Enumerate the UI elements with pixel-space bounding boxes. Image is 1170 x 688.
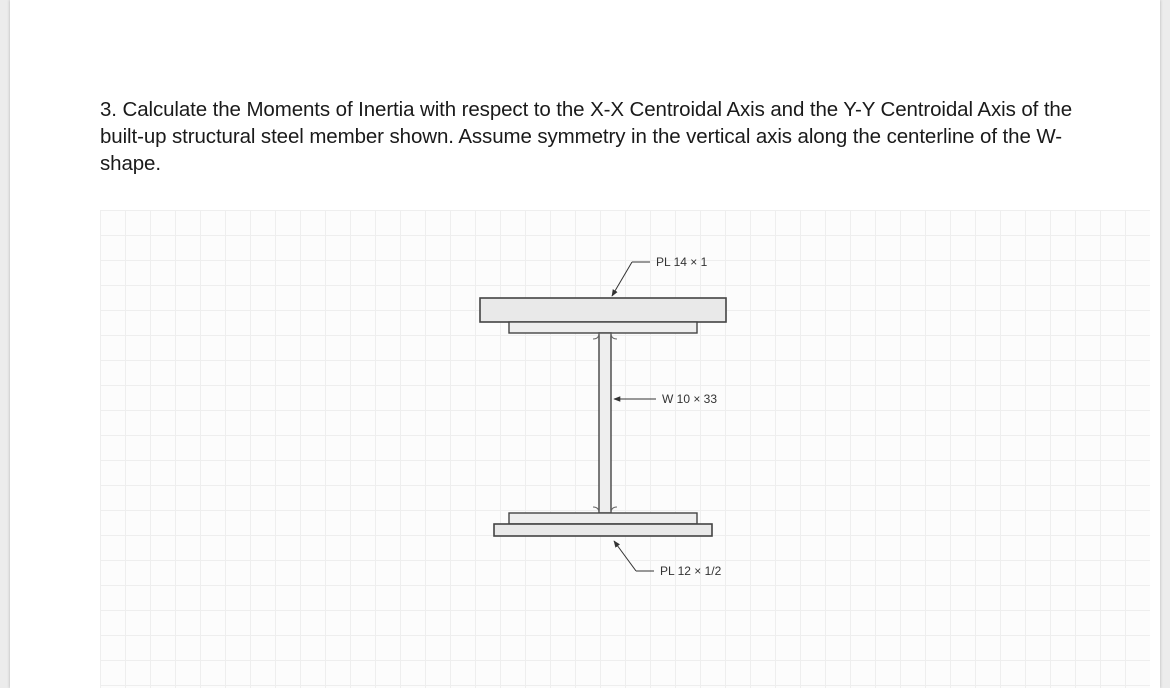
w-shape-web bbox=[599, 333, 611, 513]
bottom-plate-label: PL 12 × 1/2 bbox=[660, 564, 722, 578]
top-plate bbox=[480, 298, 726, 322]
w-shape-bottom-flange bbox=[509, 513, 697, 524]
problem-statement: 3. Calculate the Moments of Inertia with respect to the X-X Centroidal Axis and the Y-Y Centroidal Axis of the built-up structural steel member shown. Assume symmetry in the vertical axis along the centerline of the W-shape. bbox=[100, 98, 1073, 175]
bottom-plate-leader-arrow bbox=[614, 541, 636, 571]
top-plate-label: PL 14 × 1 bbox=[656, 255, 708, 269]
top-plate-leader-arrow bbox=[612, 262, 632, 296]
w-shape-top-flange bbox=[509, 322, 697, 333]
bottom-plate bbox=[494, 524, 712, 536]
w-shape-label: W 10 × 33 bbox=[662, 392, 718, 406]
